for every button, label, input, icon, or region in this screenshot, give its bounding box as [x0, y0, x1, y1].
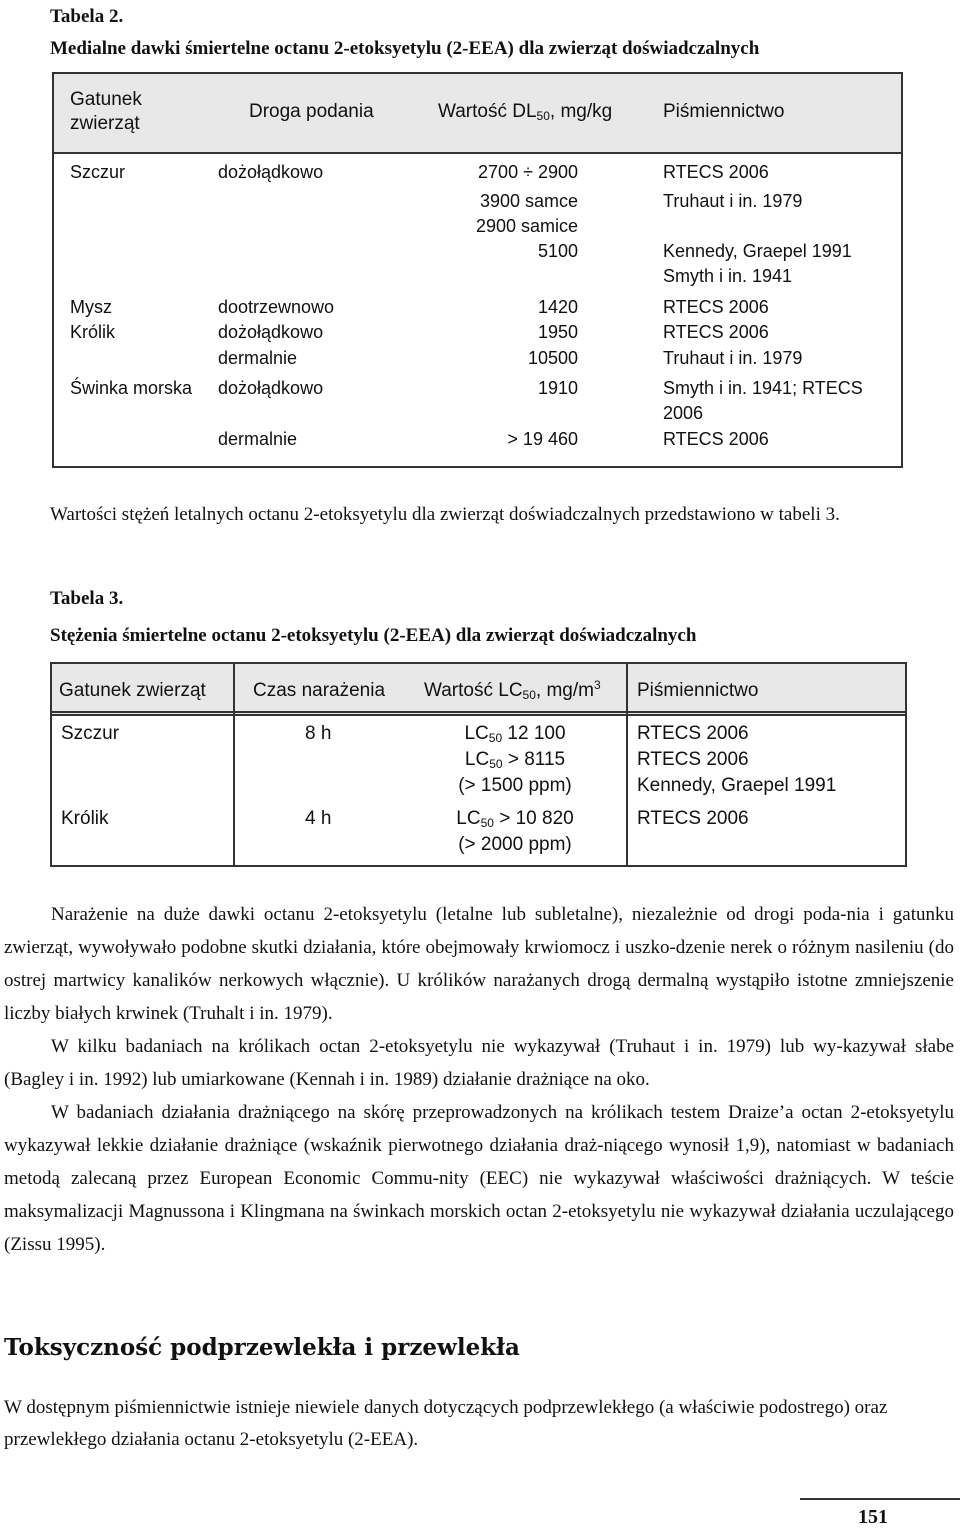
table3-header-refs: Piśmiennictwo	[637, 680, 759, 701]
table2-cell-ref: Kennedy, Graepel 1991	[663, 241, 852, 261]
table3-cell-ref: RTECS 2006	[637, 723, 749, 744]
table2-cell-species: Królik	[70, 322, 116, 342]
table2-cell-value: 1910	[537, 378, 578, 398]
table2-cell-value: 2900 samice	[475, 216, 578, 236]
table2-cell-ref: RTECS 2006	[663, 162, 769, 182]
table3-header-species: Gatunek zwierząt	[59, 680, 206, 701]
table2-header-refs: Piśmiennictwo	[663, 101, 785, 122]
table2-cell-species: Świnka morska	[70, 378, 193, 398]
table2-cell-ref: Truhaut i in. 1979	[663, 191, 803, 211]
table2-cell-value: 5100	[537, 241, 578, 261]
table3-label: Tabela 3.	[50, 588, 124, 609]
table3-divider-1	[233, 662, 235, 867]
intro-text: Wartości stężeń letalnych octanu 2-etoksyetylu dla zwierząt doświadczalnych przedstawiono w tabeli 3.	[50, 504, 840, 525]
table3-title: Stężenia śmiertelne octanu 2-etoksyetylu (2-EEA) dla zwierząt doświadczalnych	[50, 625, 697, 646]
page-number-rule	[800, 1498, 960, 1500]
table2-header-value: Wartość $DL_{50}$, mg/kg	[438, 101, 613, 123]
table2-cell-route: dootrzewnowo	[218, 297, 335, 317]
paragraph-1: Narażenie na duże dawki octanu 2-etoksyetylu (letalne lub subletalne), niezależnie od drogi poda-nia i gatunku zwierząt, wywoływało podobne skutki działania, które obejmowały krwiomocz i uszko-dzenie nerek o różnym nasileniu (do ostrej martwicy kanalików nerkowych włącznie). U królików narażanych drogą dermalną wystąpiło istotne zmniejszenie liczby białych krwinek (Truhalt i in. 1979).	[4, 904, 954, 1024]
table3-cell-value: (> 1500 ppm)	[458, 775, 572, 796]
table2-cell-route: dożołądkowo	[218, 378, 324, 398]
table2-title: Medialne dawki śmiertelne octanu 2-etoksyetylu (2-EEA) dla zwierząt doświadczalnych	[50, 38, 760, 59]
section-text: W dostępnym piśmiennictwie istnieje niewiele danych dotyczących podprzewlekłego (a właściwie podostrego) oraz przewlekłego działania octanu 2-etoksyetylu (2-EEA).	[4, 1397, 888, 1450]
table2-header-route: Droga podania	[249, 101, 374, 122]
table2-cell-value: > 19 460	[507, 429, 578, 449]
table3-cell-ref: RTECS 2006	[637, 808, 749, 829]
table3-divider-2	[626, 662, 628, 867]
table3-cell-ref: Kennedy, Graepel 1991	[637, 775, 837, 796]
table2-cell-route: dermalnie	[218, 348, 298, 368]
table2-cell-route: dożołądkowo	[218, 162, 324, 182]
table3-cell-value: $LC_{50} > 10$ 820	[456, 808, 574, 830]
table2-cell-value: 10500	[527, 348, 578, 368]
table3-cell-species: Szczur	[61, 723, 120, 744]
table2-cell-ref: Truhaut i in. 1979	[663, 348, 803, 368]
table3-cell-time: 4 h	[305, 808, 332, 829]
table2-cell-value: 3900 samce	[479, 191, 578, 211]
table2-cell-value: 1950	[537, 322, 578, 342]
table3-cell-ref: RTECS 2006	[637, 749, 749, 770]
table3-cell-time: 8 h	[305, 723, 332, 744]
paragraph-3: W badaniach działania drażniącego na skórę przeprowadzonych na królikach testem Draize’a octan 2-etoksyetylu wykazywał lekkie działanie drażniące (wskaźnik pierwotnego działania draż-niącego wynosił 1,9), natomiast w badaniach metodą zalecaną przez European Economic Commu-nity (EEC) nie wykazywał właściwości drażniących. W teście maksymalizacji Magnussona i Klingmana na świnkach morskich octan 2-etoksyetylu nie wykazywał działania uczulającego (Zissu 1995).	[4, 1102, 954, 1255]
table2-cell-value: 1420	[537, 297, 578, 317]
table2-cell-ref: RTECS 2006	[663, 429, 769, 449]
table2-cell-route: dożołądkowo	[218, 322, 324, 342]
table3-cell-value: $LC_{50}$ 12 100	[464, 723, 566, 745]
table2-cell-ref: 2006	[663, 403, 704, 423]
table2-cell-ref: RTECS 2006	[663, 322, 769, 342]
table2-cell-species: Szczur	[70, 162, 126, 182]
page-number: 151	[858, 1506, 888, 1528]
table2-cell-ref: Smyth i in. 1941	[663, 266, 793, 286]
table3-header-time: Czas narażenia	[253, 680, 386, 701]
body-text	[4, 898, 954, 1261]
table2-header-species: Gatunek zwierząt	[70, 89, 142, 134]
table3-cell-species: Królik	[61, 808, 109, 829]
table2-cell-ref: RTECS 2006	[663, 297, 769, 317]
table2-label: Tabela 2.	[50, 6, 124, 27]
table3-header-value: Wartość $LC_{50}$, $mg/m^3$	[424, 678, 601, 702]
table2-cell-species: Mysz	[70, 297, 112, 317]
paragraph-2: W kilku badaniach na królikach octan 2-etoksyetylu nie wykazywał (Truhaut i in. 1979) lub wy-kazywał słabe (Bagley i in. 1992) lub umiarkowane (Kennah i in. 1989) działanie drażniące na oko.	[4, 1036, 954, 1090]
table2-cell-value: 2700 ÷ 2900	[478, 162, 578, 182]
table2-cell-ref: Smyth i in. 1941; RTECS	[663, 378, 863, 398]
table3-cell-value: $LC_{50} > 8115$	[464, 749, 566, 771]
section-heading: Toksyczność podprzewlekła i przewlekła	[4, 1334, 520, 1361]
table3-cell-value: (> 2000 ppm)	[458, 834, 572, 855]
table2-cell-route: dermalnie	[218, 429, 298, 449]
